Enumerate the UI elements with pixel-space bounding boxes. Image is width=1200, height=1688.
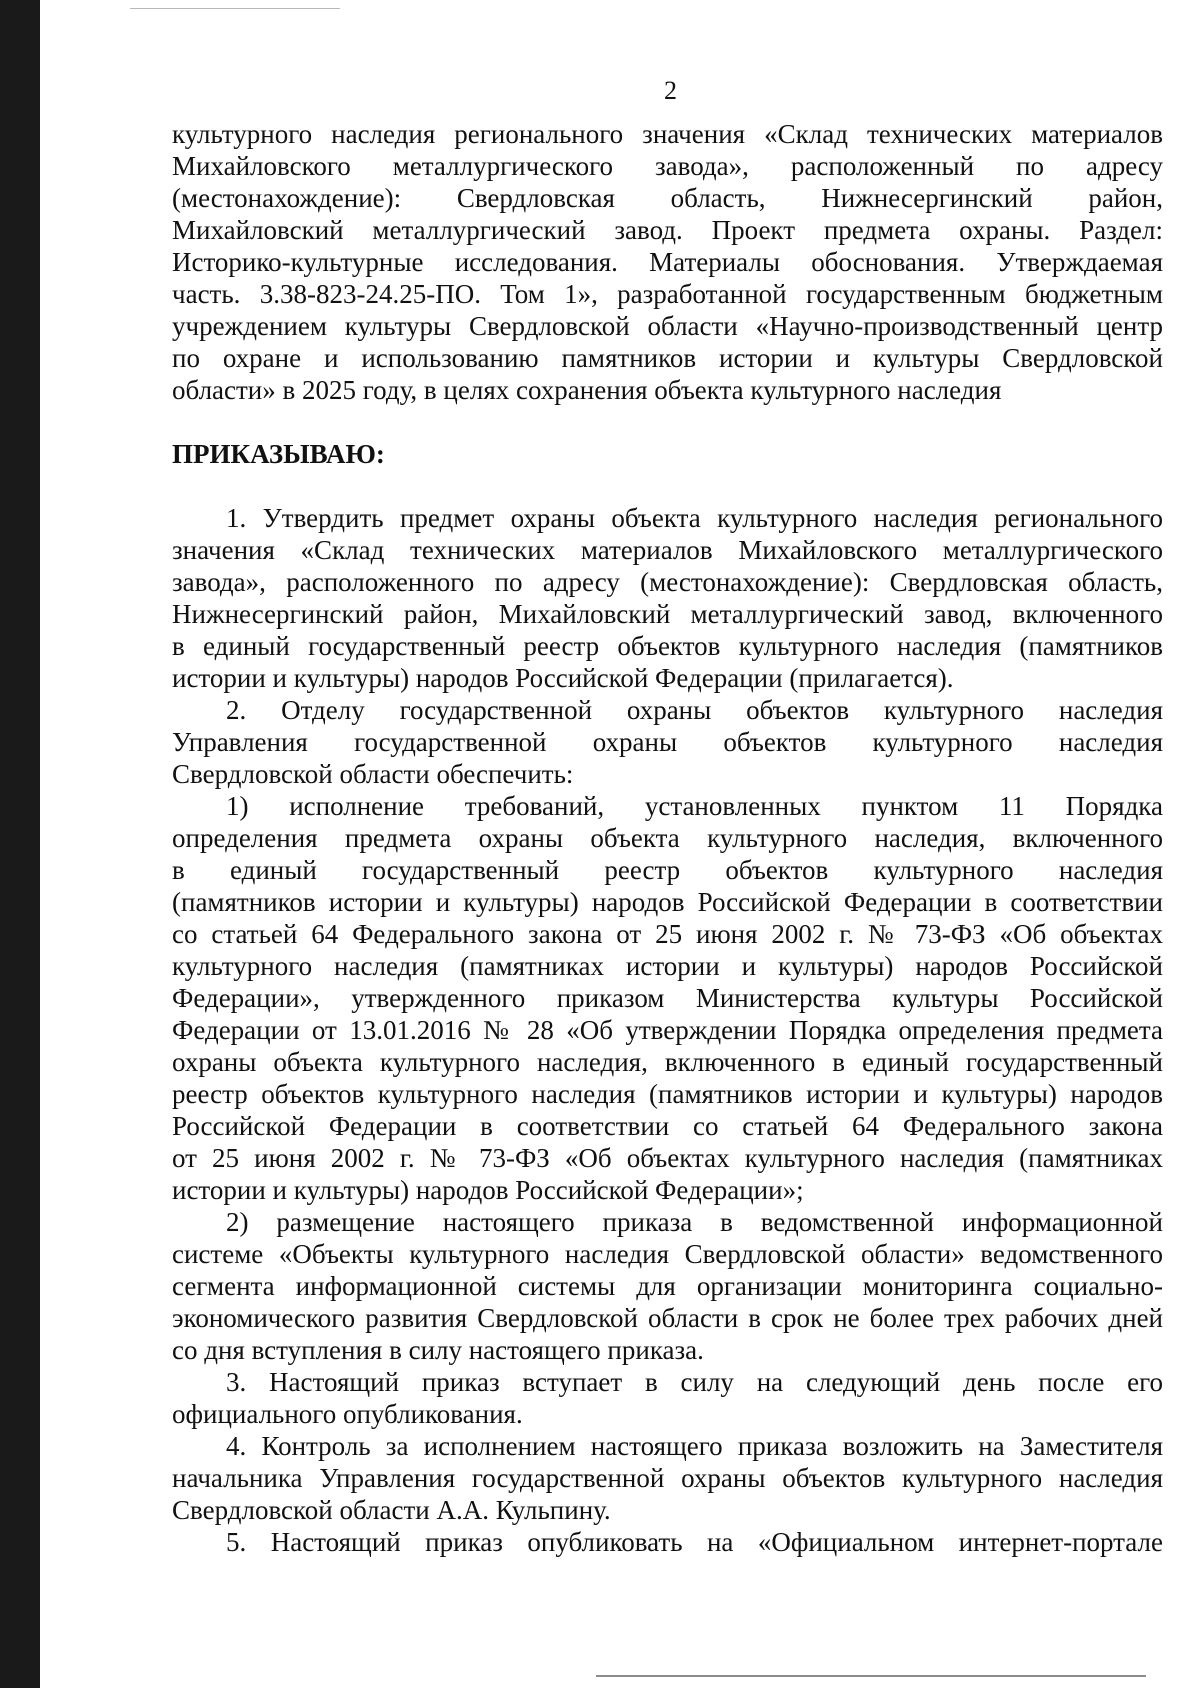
text-line: Историко-культурные исследования. Материалы обоснования. Утверждаемая <box>172 247 1163 277</box>
text-line: в единый государственный реестр объектов культурного наследия (памятников <box>172 631 1163 661</box>
item-1-paragraph <box>172 502 1163 694</box>
document-body <box>172 118 1163 1558</box>
item-2-paragraph <box>172 694 1163 790</box>
text-line: 4. Контроль за исполнением настоящего приказа возложить на Заместителя <box>226 1431 1163 1461</box>
text-line: Российской Федерации в соответствии со статьей 64 Федерального закона <box>172 1111 1163 1141</box>
scan-bottom-rule <box>596 1675 1146 1677</box>
text-line: определения предмета охраны объекта культурного наследия, включенного <box>172 823 1163 853</box>
page-number: 2 <box>664 76 677 105</box>
text-line: экономического развития Свердловской области в срок не более трех рабочих дней <box>172 1303 1163 1333</box>
text-line: охраны объекта культурного наследия, включенного в единый государственный <box>172 1047 1163 1077</box>
text-line: Федерации от 13.01.2016 № 28 «Об утверждении Порядка определения предмета <box>172 1015 1163 1045</box>
scan-left-edge <box>0 0 40 1688</box>
text-line: завода», расположенного по адресу (местонахождение): Свердловская область, <box>172 567 1163 597</box>
item-3-paragraph <box>172 1366 1163 1430</box>
paragraph-gap <box>172 470 1163 502</box>
text-line: часть. 3.38-823-24.25-ПО. Том 1», разработанной государственным бюджетным <box>172 279 1163 309</box>
text-line: Михайловского металлургического завода», расположенный по адресу <box>172 151 1163 181</box>
text-line: культурного наследия (памятниках истории и культуры) народов Российской <box>172 951 1163 981</box>
item-5-paragraph <box>172 1526 1163 1558</box>
order-heading: ПРИКАЗЫВАЮ: <box>172 439 385 469</box>
text-line: Нижнесергинский район, Михайловский металлургический завод, включенного <box>172 599 1163 629</box>
scan-top-rule <box>130 8 340 9</box>
text-line: в единый государственный реестр объектов культурного наследия <box>172 855 1163 885</box>
text-line: системе «Объекты культурного наследия Свердловской области» ведомственного <box>172 1239 1163 1269</box>
text-line: учреждением культуры Свердловской области «Научно-производственный центр <box>172 311 1163 341</box>
text-line: сегмента информационной системы для организации мониторинга социально- <box>172 1271 1163 1301</box>
text-line: истории и культуры) народов Российской Федерации»; <box>172 1175 804 1205</box>
text-line: 1. Утвердить предмет охраны объекта культурного наследия регионального <box>226 503 1163 533</box>
text-line: реестр объектов культурного наследия (памятников истории и культуры) народов <box>172 1079 1163 1109</box>
text-line: истории и культуры) народов Российской Федерации (прилагается). <box>172 663 954 693</box>
text-line: культурного наследия регионального значения «Склад технических материалов <box>172 119 1163 149</box>
text-line: Михайловский металлургический завод. Проект предмета охраны. Раздел: <box>172 215 1163 245</box>
item-4-paragraph <box>172 1430 1163 1526</box>
text-line: Федерации», утвержденного приказом Министерства культуры Российской <box>172 983 1163 1013</box>
item-2-1-paragraph <box>172 790 1163 1206</box>
text-line: 2. Отделу государственной охраны объектов культурного наследия <box>226 695 1163 725</box>
text-line: Свердловской области обеспечить: <box>172 759 574 789</box>
text-line: 3. Настоящий приказ вступает в силу на следующий день после его <box>226 1367 1163 1397</box>
text-line: 1) исполнение требований, установленных пунктом 11 Порядка <box>226 791 1163 821</box>
text-line: 2) размещение настоящего приказа в ведомственной информационной <box>226 1207 1163 1237</box>
text-line: Свердловской области А.А. Кульпину. <box>172 1495 611 1525</box>
text-line: начальника Управления государственной охраны объектов культурного наследия <box>172 1463 1163 1493</box>
paragraph-gap <box>172 406 1163 438</box>
text-line: области» в 2025 году, в целях сохранения объекта культурного наследия <box>172 375 1002 405</box>
text-line: со статьей 64 Федерального закона от 25 июня 2002 г. № 73-ФЗ «Об объектах <box>172 919 1163 949</box>
text-line: Управления государственной охраны объектов культурного наследия <box>172 727 1163 757</box>
text-line: со дня вступления в силу настоящего приказа. <box>172 1335 704 1365</box>
text-line: (местонахождение): Свердловская область, Нижнесергинский район, <box>172 183 1163 213</box>
text-line: значения «Склад технических материалов Михайловского металлургического <box>172 535 1163 565</box>
text-line: 5. Настоящий приказ опубликовать на «Официальном интернет-портале <box>226 1527 1163 1557</box>
preamble-paragraph <box>172 118 1163 406</box>
text-line: (памятников истории и культуры) народов Российской Федерации в соответствии <box>172 887 1163 917</box>
text-line: по охране и использованию памятников истории и культуры Свердловской <box>172 343 1163 373</box>
text-line: от 25 июня 2002 г. № 73-ФЗ «Об объектах культурного наследия (памятниках <box>172 1143 1163 1173</box>
item-2-2-paragraph <box>172 1206 1163 1366</box>
text-line: официального опубликования. <box>172 1399 523 1429</box>
